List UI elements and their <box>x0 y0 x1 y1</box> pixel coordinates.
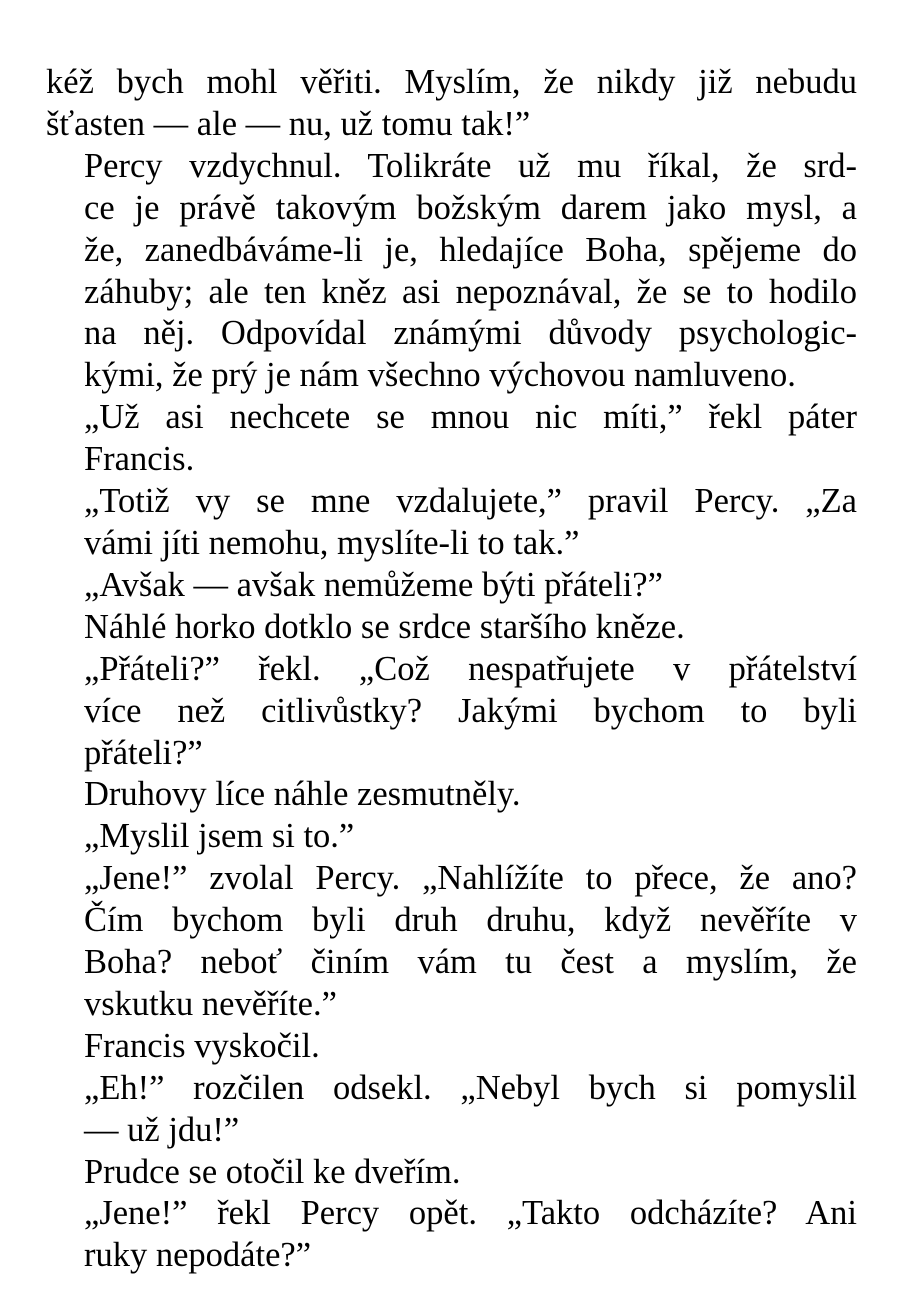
text-line: „Už asi nechcete se mnou nic míti,” řekl páter <box>84 398 857 437</box>
text-line: Čím bychom byli druh druhu, když nevěříte v <box>84 901 857 940</box>
text-line: Prudce se otočil ke dveřím. <box>84 1152 461 1191</box>
paragraph-8 <box>46 774 857 816</box>
text-line: vskutku nevěříte.” <box>84 984 337 1023</box>
text-line: „Jene!” zvolal Percy. „Nahlížíte to přece, že ano? <box>84 859 857 898</box>
text-line: „Jene!” řekl Percy opět. „Takto odcházíte? Ani <box>84 1194 857 1233</box>
page-text <box>46 62 857 1277</box>
paragraph-12 <box>46 1068 857 1152</box>
text-line: „Avšak — avšak nemůžeme býti přáteli?” <box>84 565 663 604</box>
text-line: Boha? neboť činím vám tu čest a myslím, že <box>84 943 857 982</box>
text-line: kými, že prý je nám všechno výchovou namluveno. <box>84 356 796 395</box>
paragraph-7 <box>46 649 857 775</box>
text-line: „Myslil jsem si to.” <box>84 817 355 856</box>
text-line: přáteli?” <box>84 733 203 772</box>
text-line: více než citlivůstky? Jakými bychom to byli <box>84 691 857 730</box>
text-line: šťasten — ale — nu, už tomu tak!” <box>46 104 531 143</box>
text-line: „Eh!” rozčilen odsekl. „Nebyl bych si pomyslil <box>84 1068 857 1107</box>
text-line: Náhlé horko dotklo se srdce staršího kněze. <box>84 607 685 646</box>
paragraph-4 <box>46 481 857 565</box>
text-line: Francis. <box>84 440 195 479</box>
paragraph-10 <box>46 858 857 1026</box>
text-line: Percy vzdychnul. Tolikráte už mu říkal, že srd- <box>84 146 857 185</box>
paragraph-1 <box>46 62 857 146</box>
text-line: „Totiž vy se mne vzdalujete,” pravil Percy. „Za <box>84 482 857 521</box>
paragraph-9 <box>46 816 857 858</box>
paragraph-6 <box>46 607 857 649</box>
text-line: kéž bych mohl věřiti. Myslím, že nikdy již nebudu <box>46 63 857 101</box>
paragraph-2 <box>46 146 857 397</box>
paragraph-13 <box>46 1152 857 1194</box>
text-line: Druhovy líce náhle zesmutněly. <box>84 775 521 814</box>
text-line: na něj. Odpovídal známými důvody psychologic- <box>84 314 857 353</box>
text-line: ruky nepodáte?” <box>84 1236 312 1275</box>
text-line: vámi jíti nemohu, myslíte-li to tak.” <box>84 523 580 562</box>
paragraph-11 <box>46 1026 857 1068</box>
text-line: Francis vyskočil. <box>84 1026 320 1065</box>
paragraph-14 <box>46 1193 857 1277</box>
text-line: že, zanedbáváme-li je, hledajíce Boha, spějeme do <box>84 230 857 269</box>
text-line: — už jdu!” <box>84 1110 240 1149</box>
paragraph-5 <box>46 565 857 607</box>
paragraph-3 <box>46 397 857 481</box>
text-line: „Přáteli?” řekl. „Což nespatřujete v přátelství <box>84 649 857 688</box>
text-line: záhuby; ale ten kněz asi nepoznával, že se to hodilo <box>84 272 857 311</box>
text-line: ce je právě takovým božským darem jako mysl, a <box>84 188 857 227</box>
